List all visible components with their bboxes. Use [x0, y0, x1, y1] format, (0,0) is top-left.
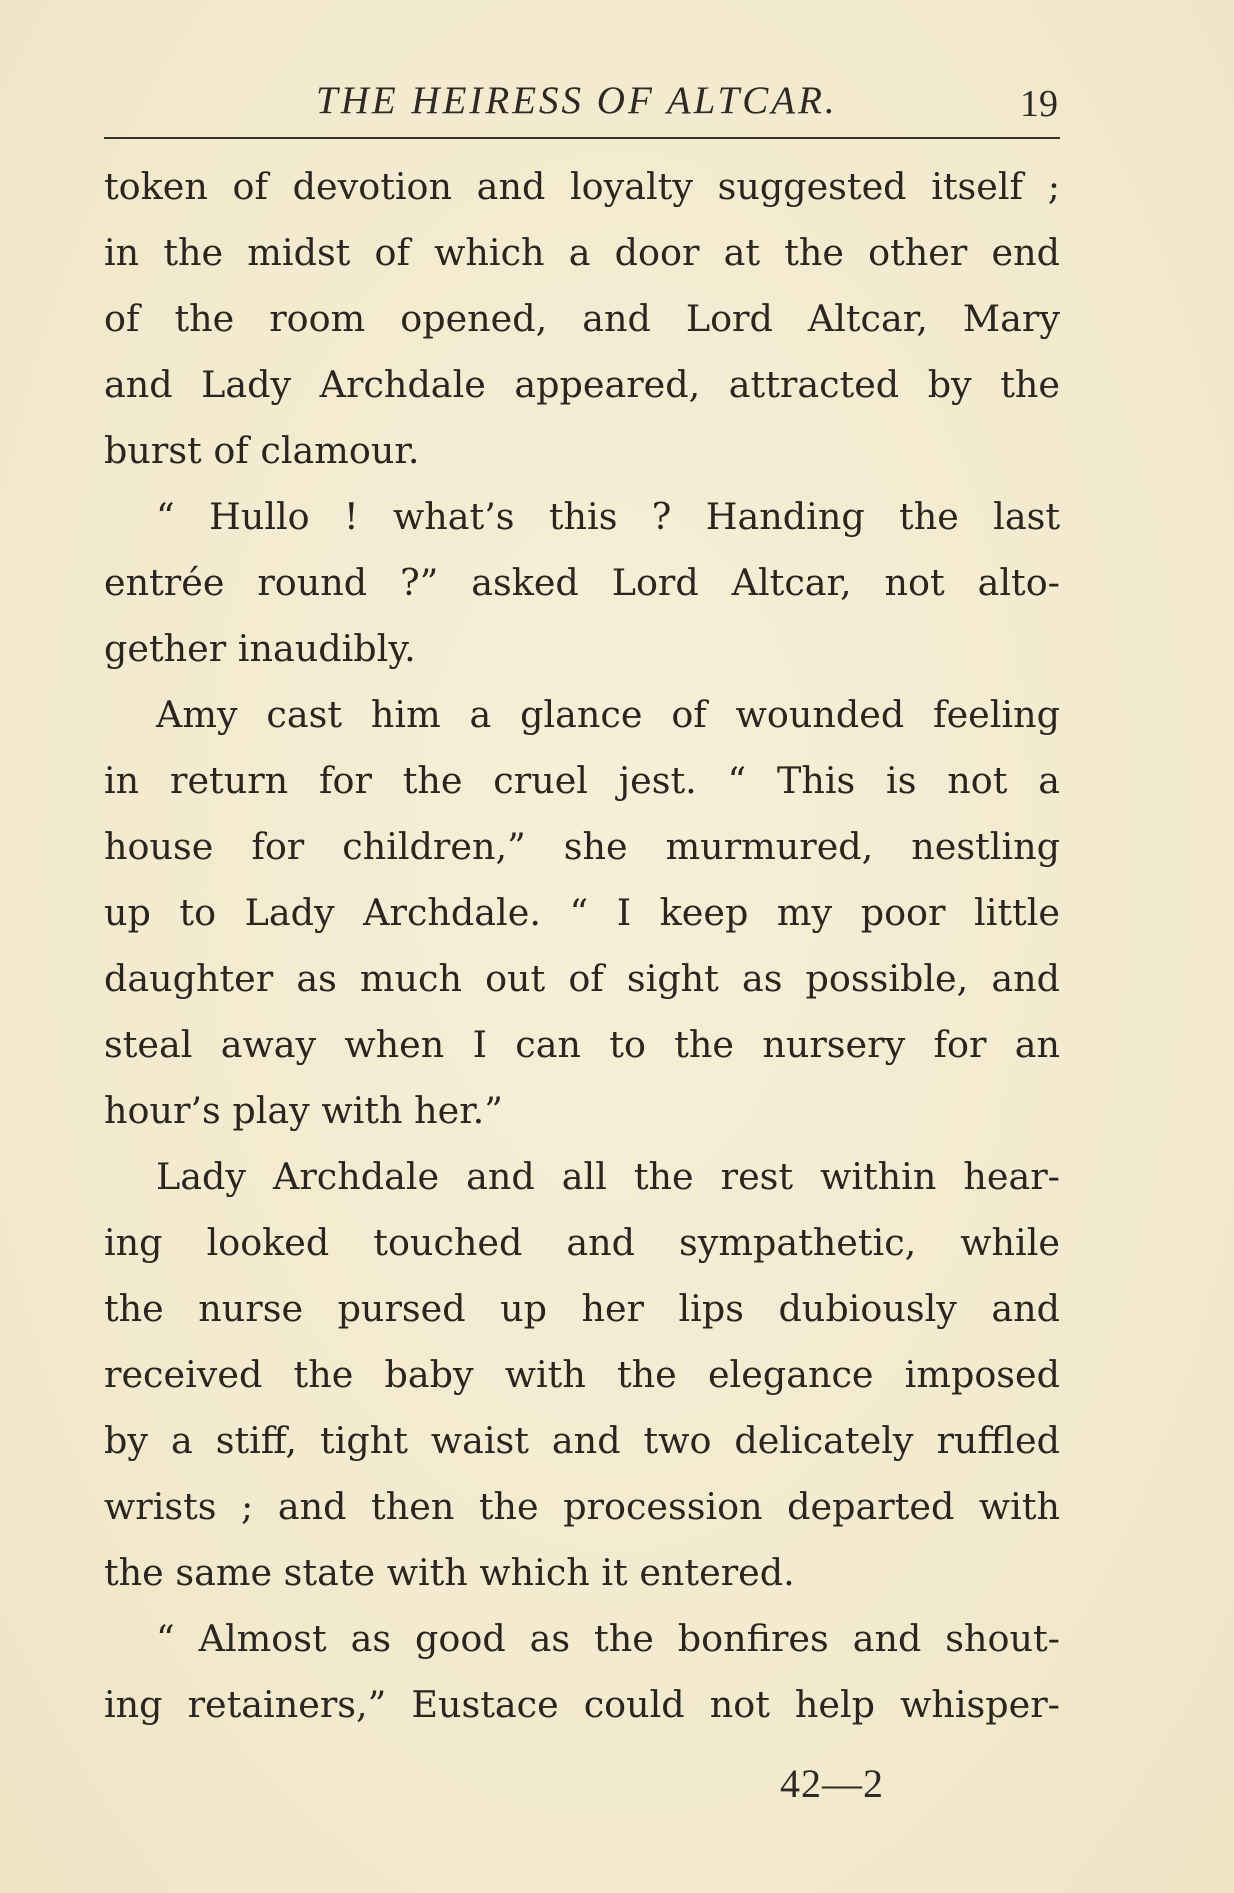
text-line: hour’s play with her.” — [104, 1089, 503, 1132]
signature-mark: 42—2 — [780, 1761, 884, 1806]
text-line: house for children,” she murmured, nestling — [104, 825, 1060, 868]
text-line: by a stiff, tight waist and two delicately ruffled — [104, 1419, 1060, 1462]
text-line: and Lady Archdale appeared, attracted by the — [104, 363, 1060, 406]
text-line: received the baby with the elegance imposed — [104, 1353, 1060, 1396]
text-line: steal away when I can to the nursery for an — [104, 1023, 1060, 1066]
text-line: burst of clamour. — [104, 429, 420, 472]
text-line: “ Hullo ! what’s this ? Handing the last — [156, 495, 1060, 538]
text-line: of the room opened, and Lord Altcar, Mary — [104, 297, 1060, 340]
text-line: token of devotion and loyalty suggested itself ; — [104, 165, 1060, 208]
header-rule — [104, 137, 1060, 139]
text-line: entrée round ?” asked Lord Altcar, not alto- — [104, 561, 1060, 604]
text-line: Lady Archdale and all the rest within hear- — [156, 1155, 1060, 1198]
text-line: ing looked touched and sympathetic, while — [104, 1221, 1060, 1264]
text-line: gether inaudibly. — [104, 627, 416, 670]
page-number: 19 — [1020, 83, 1058, 125]
running-header — [104, 78, 1060, 138]
text-line: in the midst of which a door at the other end — [104, 231, 1060, 274]
text-line: up to Lady Archdale. “ I keep my poor little — [104, 891, 1060, 934]
text-line: Amy cast him a glance of wounded feeling — [156, 693, 1060, 736]
text-line: the same state with which it entered. — [104, 1551, 795, 1594]
text-line: in return for the cruel jest. “ This is not a — [104, 759, 1060, 802]
text-line: “ Almost as good as the bonfires and shout- — [156, 1617, 1060, 1660]
running-title: THE HEIRESS OF ALTCAR. — [316, 79, 838, 122]
text-line: the nurse pursed up her lips dubiously and — [104, 1287, 1060, 1330]
body-text — [104, 154, 1060, 1738]
text-line: ing retainers,” Eustace could not help whisper- — [104, 1683, 1060, 1726]
text-line: wrists ; and then the procession departed with — [104, 1485, 1060, 1528]
text-line: daughter as much out of sight as possible, and — [104, 957, 1060, 1000]
